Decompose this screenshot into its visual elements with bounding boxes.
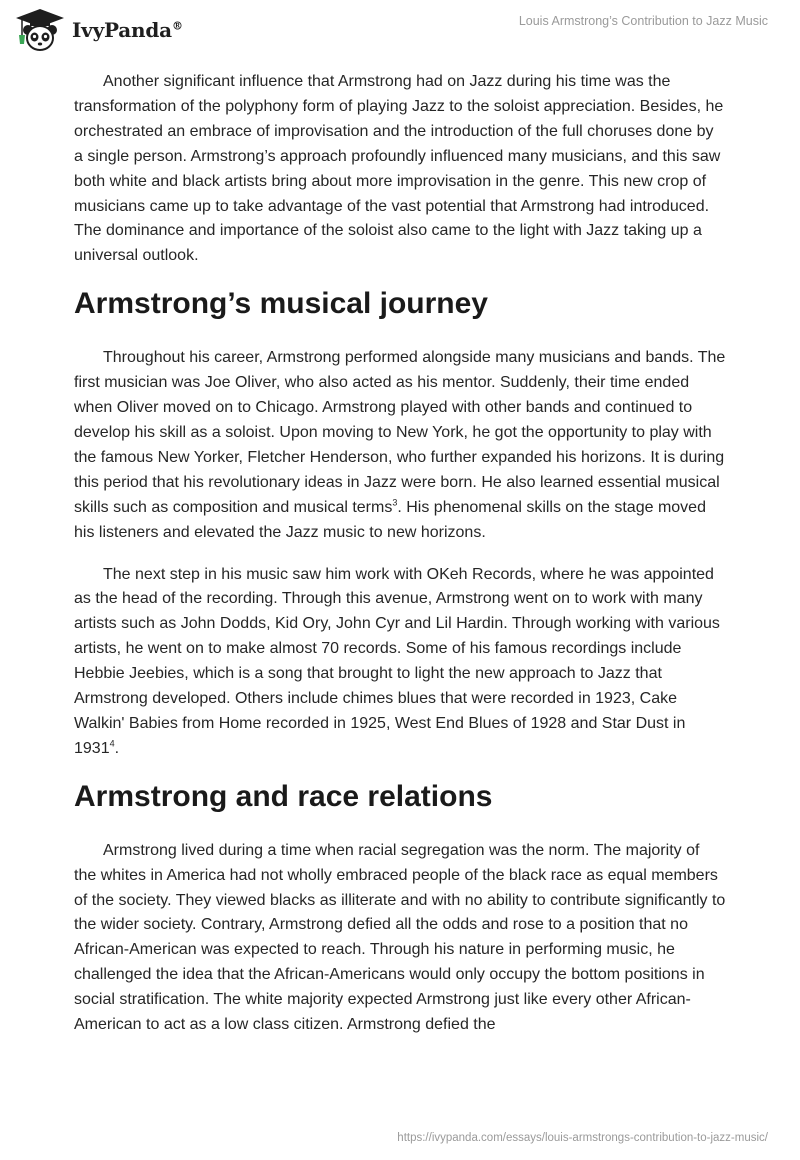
source-url[interactable]: https://ivypanda.com/essays/louis-armstrongs-contribution-to-jazz-music/ [397, 1132, 768, 1144]
paragraph-okeh-records: The next step in his music saw him work with OKeh Records, where he was appointed as the head of the recording. Through this avenue, Armstrong went on to work with many artists such as John Dodds, Kid Ory, John Cyr and Lil Hardin. Through working with various artists, he went on to make almost 70 records. Some of his famous recordings include Hebbie Jeebies, which is a song that brought to light the new approach to Jazz that Armstrong developed. Others include chimes blues that were recorded in 1923, Cake Walkin' Babies from Home recorded in 1925, West End Blues of 1928 and Star Dust in 1931$^4$. [74, 565, 720, 757]
panda-graduate-icon [14, 8, 66, 52]
heading-race-relations: Armstrong and race relations [74, 779, 493, 813]
brand-name: IvyPanda® [72, 18, 183, 42]
essay-body [74, 70, 726, 1055]
page-header [0, 0, 800, 60]
paragraph-segregation: Armstrong lived during a time when racial segregation was the norm. The majority of the whites in America had not wholly embraced people of the black race as equal members of the society. They viewed blacks as illiterate and with no ability to contribute significantly to the wider society. Contrary, Armstrong defied all the odds and rose to a position that no African-American was expected to reach. Through his nature in performing music, he challenged the idea that the African-Americans would only occupy the bottom positions in social stratification. The white majority expected Armstrong just like every other African-American to act as a low class citizen. Armstrong defied the [74, 841, 726, 1034]
paragraph-career-bands: Throughout his career, Armstrong performed alongside many musicians and bands. The first musician was Joe Oliver, who also acted as his mentor. Suddenly, their time ended when Oliver moved on to Chicago. Armstrong played with other bands and continued to develop his skill as a soloist. Upon moving to New York, he got the opportunity to play with the famous New Yorker, Fletcher Henderson, who further expanded his horizons. It is during this period that his revolutionary ideas in Jazz were born. He also learned essential musical skills such as composition and musical terms$^3$. His phenomenal skills on the stage moved his listeners and elevated the Jazz music to new horizons. [74, 349, 726, 541]
paragraph-soloist-influence: Another significant influence that Armstrong had on Jazz during his time was the transformation of the polyphony form of playing Jazz to the soloist appreciation. Besides, he orchestrated an embrace of improvisation and the introduction of the full choruses done by a single person. Armstrong’s approach profoundly influenced many musicians, and this saw both white and black artists bring about more improvisation in the genre. This new crop of musicians came up to take advantage of the vast potential that Armstrong had introduced. The dominance and importance of the soloist also came to the light with Jazz taking up a universal outlook. [74, 73, 724, 265]
registered-mark: ® [171, 19, 183, 33]
document-running-title: Louis Armstrong’s Contribution to Jazz Music [518, 14, 768, 28]
heading-musical-journey: Armstrong’s musical journey [74, 287, 488, 321]
footnote-ref-4[interactable]: 4 [109, 738, 115, 749]
brand-logo[interactable] [14, 8, 183, 52]
footnote-ref-3[interactable]: 3 [392, 497, 398, 508]
